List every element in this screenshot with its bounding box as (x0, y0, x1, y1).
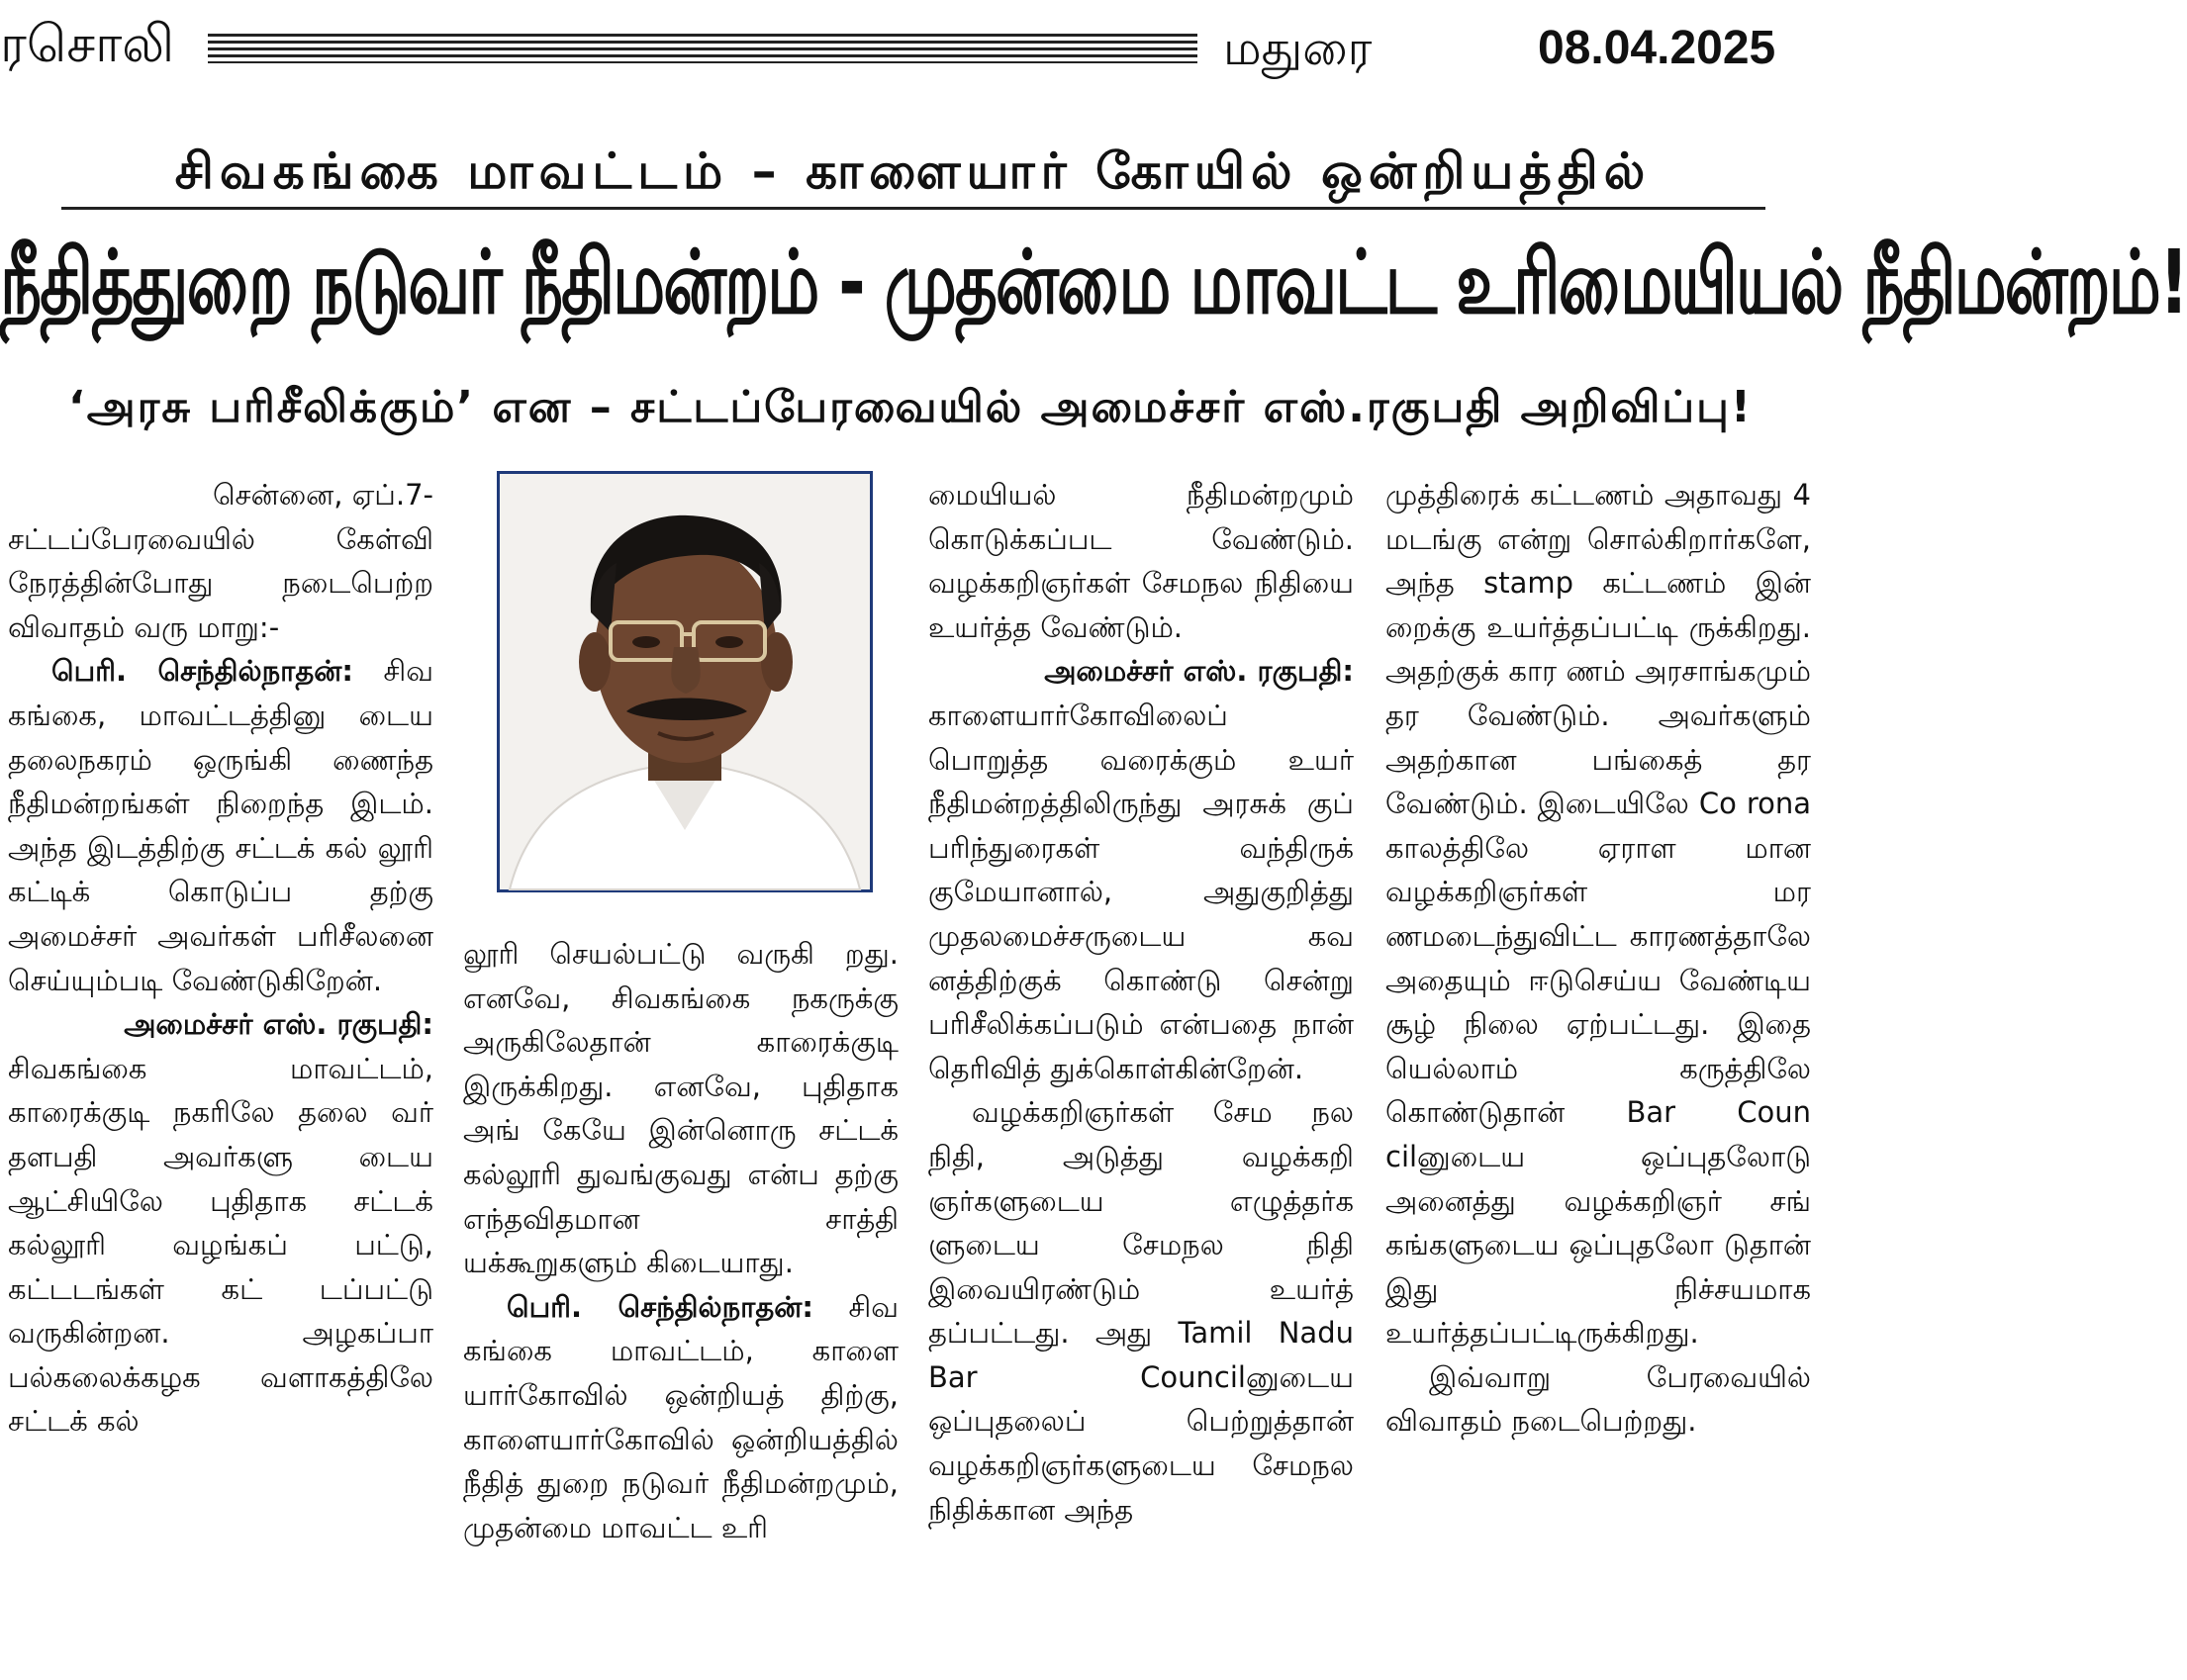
newspaper-name: ரசொலி (0, 15, 175, 74)
question-paragraph-1 (8, 649, 433, 1002)
speaker-name: அமைச்சர் எஸ். ரகுபதி: (124, 1007, 433, 1042)
question-paragraph-2 (463, 1285, 899, 1550)
article-column-3 (928, 473, 1354, 1532)
portrait-image (500, 474, 870, 889)
speaker-name: பெரி. செந்தில்நாதன்: (507, 1289, 813, 1324)
intro-paragraph: சட்டப்பேரவையில் கேள்வி நேரத்தின்போது நடைபெற்ற விவாதம் வரு மாறு:- (8, 521, 433, 644)
sub-headline: ‘அரசு பரிசீலிக்கும்’ என – சட்டப்பேரவையில் அமைச்சர் எஸ்.ரகுபதி அறிவிப்பு! (68, 382, 1753, 432)
speaker-name: அமைச்சர் எஸ். ரகுபதி: (1044, 654, 1354, 689)
question-continuation: மையியல் நீதிமன்றமும் கொடுக்கப்பட வேண்டும். வழக்கறிஞர்கள் சேமநல நிதியை உயர்த்த வேண்டும். (928, 478, 1354, 644)
question-text: சிவ கங்கை மாவட்டம், காளை யார்கோவில் ஒன்றியத் திற்கு, காளையார்கோவில் ஒன்றியத்தில் நீதித் துறை நடுவர் நீதிமன்றமும், முதன்மை மாவட்ட உரி (463, 1289, 900, 1544)
edition-date: 08.04.2025 (1538, 22, 1776, 74)
answer-continuation: லூரி செயல்பட்டு வருகி றது. எனவே, சிவகங்கை நகருக்கு அருகிலேதான் காரைக்குடி இருக்கிறது. எனவே, புதிதாக அங் கேயே இன்னொரு சட்டக் கல்லூரி துவங்குவது என்ப தற்கு எந்தவிதமான சாத்தி யக்கூறுகளும் கிடையாது. (463, 937, 899, 1280)
answer-paragraph-2: காளையார்கோவிலைப் பொறுத்த வரைக்கும் உயர் நீதிமன்றத்திலிருந்து அரசுக் குப் பரிந்துரைகள் வந்திருக் குமேயானால், அதுகுறித்து முதலமைச்சருடைய கவ னத்திற்குக் கொண்டு சென்று பரிசீலிக்கப்படும் என்பதை நான் தெரிவித் துக்கொள்கின்றேன். (928, 698, 1354, 1085)
speaker-name: பெரி. செந்தில்நாதன்: (51, 654, 353, 689)
main-headline: நீதித்துறை நடுவர் நீதிமன்றம் - முதன்மை மாவட்ட உரிமையியல் நீதிமன்றம்! (0, 231, 2187, 334)
article-column-4 (1385, 473, 1811, 1444)
minister-photo (497, 471, 873, 892)
edition-city: மதுரை (1223, 21, 1373, 76)
answer-paragraph-1: சிவகங்கை மாவட்டம், காரைக்குடி நகரிலே தலை வர் தளபதி அவர்களு டைய ஆட்சியிலே புதிதாக சட்டக் கல்லூரி வழங்கப் பட்டு, கட்டடங்கள் கட் டப்பட்டு வருகின்றன. அழகப்பா பல்கலைக்கழக வளாகத்திலே சட்டக் கல் (8, 1051, 433, 1439)
article-column-1 (8, 473, 433, 1444)
question-text: சிவ கங்கை, மாவட்டத்தினு டைய தலைநகரம் ஒருங்கி ணைந்த நீதிமன்றங்கள் நிறைந்த இடம். அந்த இடத்திற்கு சட்டக் கல் லூரி கட்டிக் கொடுப்ப தற்கு அமைச்சர் அவர்கள் பரிசீலனை செய்யும்படி வேண்டுகிறேன். (8, 654, 434, 997)
masthead (0, 0, 1819, 91)
masthead-rule (208, 34, 1197, 63)
dateline: சென்னை, ஏப்.7- (212, 478, 433, 512)
kicker-heading: சிவகங்கை மாவட்டம் – காளையார் கோயில் ஒன்றியத்தில் (174, 142, 1652, 200)
closing-paragraph: இவ்வாறு பேரவையில் விவாதம் நடைபெற்றது. (1385, 1359, 1811, 1439)
article-column-2 (463, 932, 899, 1549)
answer-continuation-2: முத்திரைக் கட்டணம் அதாவது 4 மடங்கு என்று சொல்கிறார்களே, அந்த stamp கட்டணம் இன் றைக்கு உயர்த்தப்பட்டி ருக்கிறது. அதற்குக் கார ணம் அரசாங்கமும் தர வேண்டும். அவர்களும் அதற்கான பங்கைத் தர வேண்டும். இடையிலே Co rona காலத்திலே ஏராள மான வழக்கறிஞர்கள் மர ணமடைந்துவிட்ட காரணத்தாலே அதையும் ஈடுசெய்ய வேண்டிய சூழ் நிலை ஏற்பட்டது. இதை யெல்லாம் கருத்திலே கொண்டுதான் Bar Coun cilனுடைய ஒப்புதலோடு அனைத்து வழக்கறிஞர் சங் கங்களுடைய ஒப்புதலோ டுதான் இது நிச்சயமாக உயர்த்தப்பட்டிருக்கிறது. (1385, 478, 1811, 1351)
answer-paragraph-3: வழக்கறிஞர்கள் சேம நல நிதி, அடுத்து வழக்கறி ஞர்களுடைய எழுத்தர்க ளுடைய சேமநல நிதி இவையிரண்டும் உயர்த் தப்பட்டது. அது Tamil Nadu Bar Councilனுடைய ஒப்புதலைப் பெற்றுத்தான் வழக்கறிஞர்களுடைய சேமநல நிதிக்கான அந்த (928, 1095, 1354, 1527)
